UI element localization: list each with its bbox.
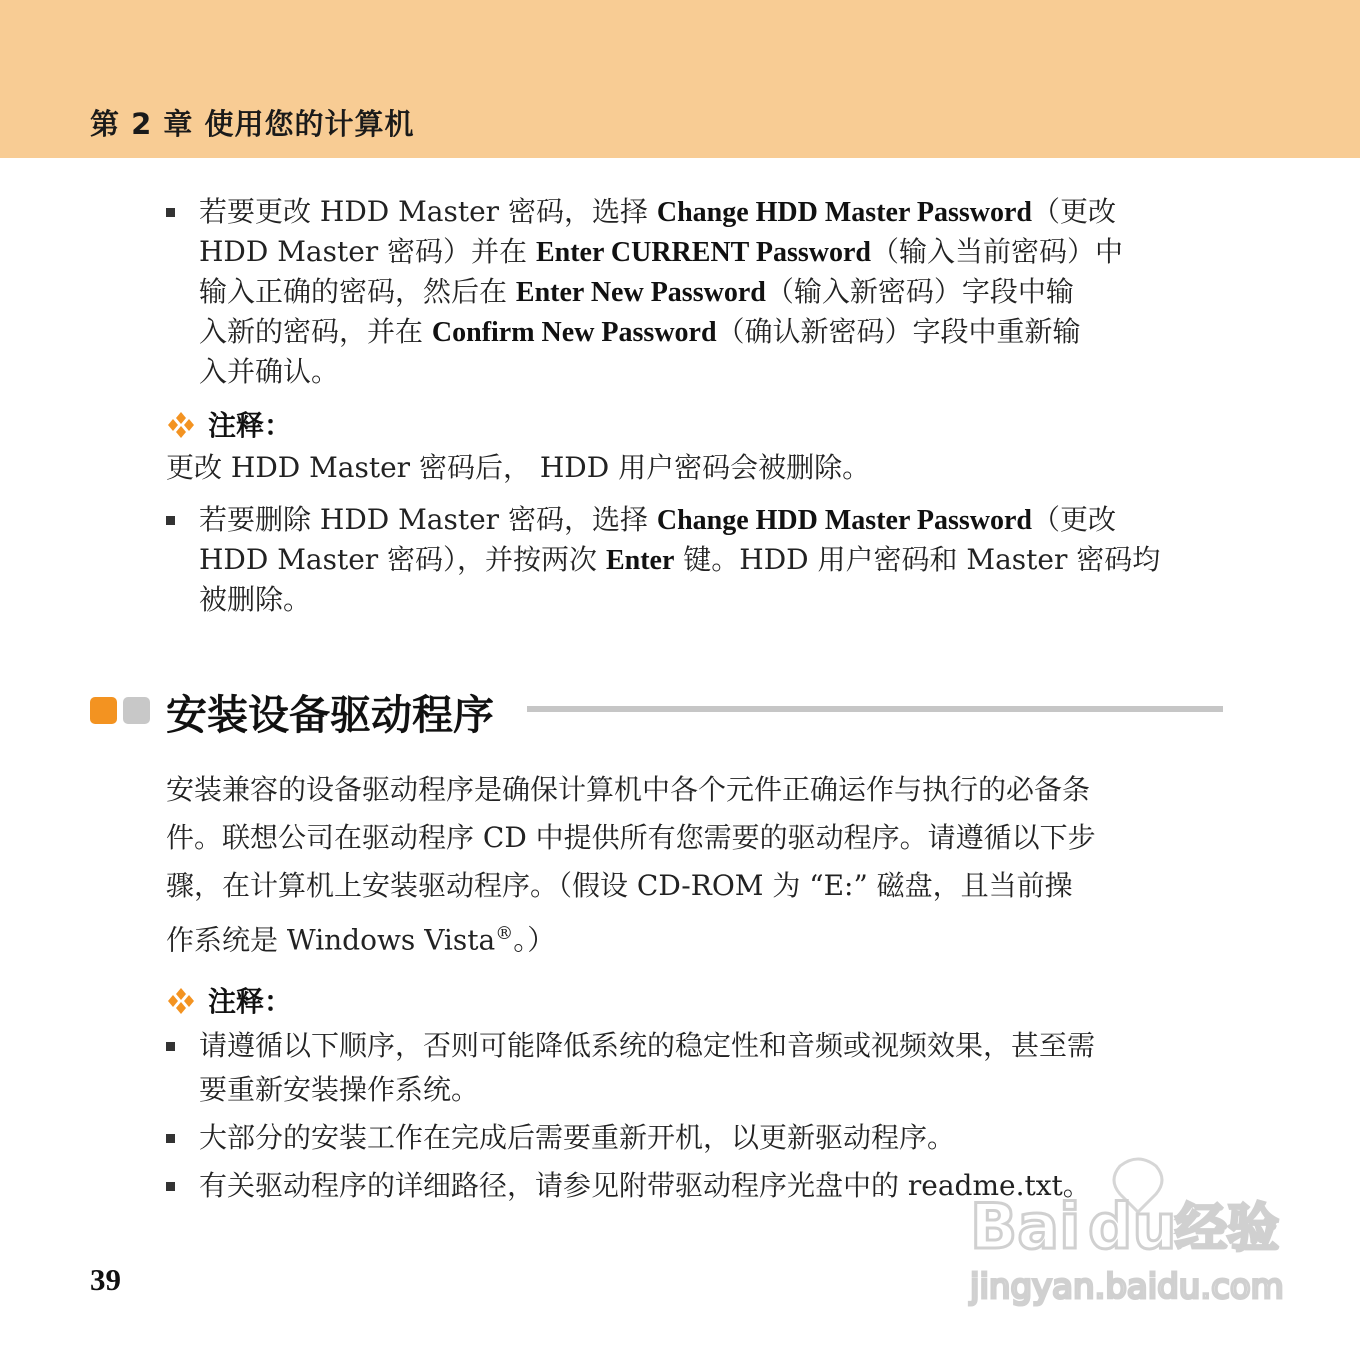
- section-heading: [90, 680, 1225, 740]
- registered-mark: ®: [495, 923, 514, 944]
- chapter-title: 第 2 章 使用您的计算机: [90, 107, 415, 141]
- text-run: （更改: [1032, 195, 1117, 228]
- bullet-square-icon: [166, 1042, 175, 1051]
- text-run: HDD Master 密码）并在: [199, 235, 536, 268]
- note-heading: [166, 404, 292, 444]
- bold-term: Confirm New Password: [431, 317, 717, 348]
- diamond-cluster-icon: [166, 411, 196, 439]
- svg-text:经验: 经验: [1175, 1199, 1280, 1259]
- bold-term: Enter New Password: [515, 277, 766, 308]
- diamond-cluster-icon: [166, 987, 196, 1015]
- text-run: （输入新密码）字段中输: [765, 275, 1074, 308]
- bold-term: Change HDD Master Password: [656, 197, 1032, 228]
- bullet-text: [199, 500, 1160, 620]
- text-run: 入新的密码，并在: [199, 315, 432, 348]
- bullet-text: [199, 1024, 1095, 1112]
- text-line: 骤，在计算机上安装驱动程序。（假设 CD-ROM 为 “E:” 磁盘，且当前操: [166, 869, 1073, 902]
- text-run: 作系统是 Windows Vista: [166, 923, 496, 957]
- svg-text:du: du: [1088, 1190, 1177, 1263]
- bold-term: Enter: [605, 545, 675, 576]
- bullet-square-icon: [166, 1182, 175, 1191]
- chapter-header-band: [0, 0, 1360, 158]
- svg-text:Bai: Bai: [970, 1190, 1081, 1263]
- text-run: 。）: [513, 923, 556, 957]
- note-label: 注释：: [208, 985, 293, 1018]
- bullet-text: 大部分的安装工作在完成后需要重新开机，以更新驱动程序。: [199, 1121, 956, 1154]
- text-line: 要重新安装操作系统。: [199, 1073, 480, 1106]
- text-line: 请遵循以下顺序，否则可能降低系统的稳定性和音频或视频效果，甚至需: [199, 1029, 1096, 1062]
- gray-square-icon: [123, 697, 150, 724]
- baidu-jingyan-watermark-icon: [960, 1148, 1290, 1318]
- text-run: 若要更改 HDD Master 密码，选择: [199, 195, 657, 228]
- note-label: 注释：: [208, 409, 293, 442]
- text-run: HDD Master 密码），并按两次: [199, 543, 606, 576]
- text-line: 安装兼容的设备驱动程序是确保计算机中各个元件正确运作与执行的必备条: [166, 773, 1091, 806]
- orange-square-icon: [90, 697, 117, 724]
- intro-paragraph: [166, 766, 1096, 958]
- text-run: 输入正确的密码，然后在: [199, 275, 516, 308]
- page-number: 39: [90, 1262, 121, 1297]
- text-run: 若要删除 HDD Master 密码，选择: [199, 503, 657, 536]
- bullet-square-icon: [166, 516, 175, 525]
- section-divider: [527, 706, 1223, 712]
- note-text: 更改 HDD Master 密码后， HDD 用户密码会被删除。: [166, 451, 871, 484]
- svg-text:jingyan.baidu.com: jingyan.baidu.com: [970, 1267, 1284, 1307]
- text-run: （更改: [1032, 503, 1117, 536]
- text-run: （确认新密码）字段中重新输: [716, 315, 1081, 348]
- section-title: 安装设备驱动程序: [166, 691, 494, 739]
- bullet-square-icon: [166, 1134, 175, 1143]
- text-run: 键。HDD 用户密码和 Master 密码均: [674, 543, 1161, 576]
- text-line: 被删除。: [199, 583, 312, 616]
- bullet-text: 有关驱动程序的详细路径，请参见附带驱动程序光盘中的 readme.txt。: [199, 1169, 1091, 1202]
- bold-term: Enter CURRENT Password: [535, 237, 871, 268]
- bullet-text: [199, 192, 1123, 392]
- text-run: （输入当前密码）中: [870, 235, 1123, 268]
- text-line: 件。联想公司在驱动程序 CD 中提供所有您需要的驱动程序。请遵循以下步: [166, 821, 1096, 854]
- bullet-square-icon: [166, 208, 175, 217]
- text-line: 入并确认。: [199, 355, 340, 388]
- bold-term: Change HDD Master Password: [656, 505, 1032, 536]
- note-heading: [166, 980, 292, 1020]
